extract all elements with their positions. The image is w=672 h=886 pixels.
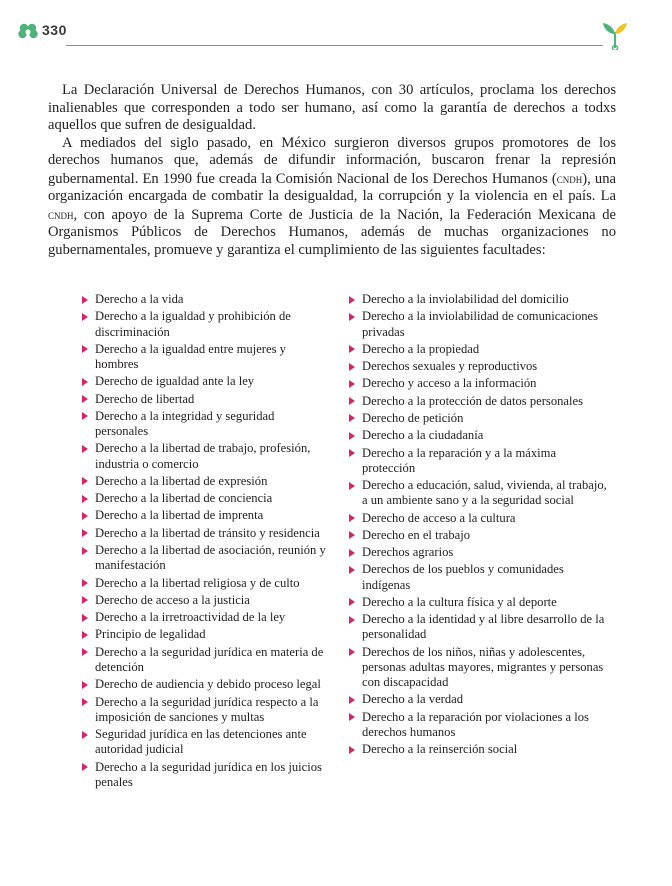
bullet-icon — [349, 363, 355, 371]
rights-list-item-label: Derecho a la libertad de conciencia — [95, 491, 273, 506]
rights-list-item — [349, 562, 607, 592]
rights-list-item — [82, 593, 330, 608]
rights-list-item-label: Seguridad jurídica en las detenciones ante autoridad judicial — [95, 727, 307, 757]
rights-list-item — [349, 428, 607, 443]
intro-paragraph: La Declaración Universal de Derechos Humanos, con 30 artículos, proclama los derechos inalienables que corresponden a todo ser humano, así como la garantía de derechos a todxs aquellos que sufren de desigualdad. — [48, 82, 616, 133]
rights-list-item-label: Derecho de audiencia y debido proceso legal — [95, 677, 321, 692]
rights-list-item-label: Principio de legalidad — [95, 627, 206, 642]
rights-list-item — [82, 727, 330, 757]
bullet-icon — [82, 731, 88, 739]
rights-list-item-label: Derecho a la libertad de trabajo, profesión, industria o comercio — [95, 441, 311, 471]
rights-list-item-label: Derecho a educación, salud, vivienda, al trabajo, a un ambiente sano y a la seguridad social — [362, 478, 607, 508]
bullet-icon — [349, 713, 355, 721]
rights-list-item — [82, 543, 330, 573]
rights-list-item — [82, 526, 330, 541]
rights-list-item-label: Derecho a la integridad y seguridad personales — [95, 408, 275, 439]
intro-paragraph: A mediados del siglo pasado, en México surgieron diversos grupos promotores de los derechos humanos que, además de difundir información, buscaron frenar la represión gubernamental. En 1990 fue creada la Comisión Nacional de los Derechos Humanos (cndh), una organización encargada de combatir la desigualdad, la corrupción y la violencia en el país. La cndh, con apoyo de la Suprema Corte de Justicia de la Nación, la Federación Mexicana de Organismos Públicos de Derechos Humanos, además de muchas organizaciones no gubernamentales, promueve y garantiza el cumplimiento de las siguientes facultades: — [48, 134, 616, 258]
bullet-icon — [349, 514, 355, 522]
rights-list-left — [82, 292, 330, 792]
rights-list-item-label: Derechos agrarios — [362, 545, 454, 560]
rights-list-item-label: Derecho a la libertad de asociación, reunión y manifestación — [95, 543, 326, 573]
rights-list-item-label: Derecho a la cultura física y al deporte — [362, 594, 557, 609]
rights-list-item — [349, 595, 607, 610]
rights-list-item — [82, 392, 330, 407]
rights-list-item — [349, 376, 607, 391]
bullet-icon — [82, 477, 88, 485]
bullet-icon — [349, 296, 355, 304]
bullet-icon — [82, 763, 88, 771]
rights-list-item — [349, 612, 607, 642]
bullet-icon — [82, 378, 88, 386]
rights-list-item — [82, 342, 330, 372]
rights-list-item-label: Derecho a la vida — [95, 292, 184, 306]
rights-list-item — [82, 374, 330, 389]
clover-logo-icon — [18, 22, 38, 40]
header-rule — [66, 45, 603, 46]
rights-list-item — [349, 710, 607, 740]
rights-list-item-label: Derecho de petición — [362, 410, 464, 425]
bullet-icon — [82, 648, 88, 656]
rights-list-item-label: Derechos de los pueblos y comunidades indígenas — [362, 562, 564, 592]
sprout-icon — [598, 20, 632, 50]
rights-list-item-label: Derecho de acceso a la justicia — [95, 592, 250, 607]
bullet-icon — [349, 531, 355, 539]
bullet-icon — [349, 566, 355, 574]
rights-list-item — [82, 677, 330, 692]
rights-list-item — [82, 645, 330, 675]
bullet-icon — [82, 395, 88, 403]
bullet-icon — [82, 681, 88, 689]
rights-list-item-label: Derecho a la igualdad entre mujeres y hombres — [95, 341, 286, 371]
rights-list-item — [82, 610, 330, 625]
rights-list-item — [349, 511, 607, 526]
rights-list-item-label: Derecho a la igualdad y prohibición de discriminación — [95, 309, 291, 339]
rights-list-item — [82, 441, 330, 471]
bullet-icon — [349, 696, 355, 704]
bullet-icon — [82, 512, 88, 520]
bullet-icon — [82, 445, 88, 453]
bullet-icon — [82, 296, 88, 304]
rights-list-item — [82, 760, 330, 790]
rights-list-item-label: Derecho a la libertad religiosa y de culto — [95, 575, 300, 590]
rights-list-item-label: Derecho a la seguridad jurídica en materia de detención — [95, 644, 324, 674]
rights-list-item — [82, 409, 330, 439]
rights-list-item — [82, 576, 330, 591]
rights-list-item-label: Derecho a la reparación y a la máxima protección — [362, 445, 557, 475]
bullet-icon — [349, 432, 355, 440]
bullet-icon — [349, 648, 355, 656]
bullet-icon — [82, 495, 88, 503]
bullet-icon — [82, 345, 88, 353]
rights-list-item-label: Derecho a la reparación por violaciones a los derechos humanos — [362, 709, 589, 739]
rights-list-item — [349, 692, 607, 707]
bullet-icon — [349, 746, 355, 754]
rights-list-item — [82, 309, 330, 339]
rights-list-item-label: Derecho de acceso a la cultura — [362, 510, 516, 525]
bullet-icon — [349, 313, 355, 321]
rights-list-item — [349, 394, 607, 409]
rights-list-item — [349, 742, 607, 757]
rights-list-item-label: Derecho a la libertad de expresión — [95, 473, 268, 488]
rights-list-item — [349, 545, 607, 560]
intro-text — [48, 82, 616, 259]
bullet-icon — [349, 345, 355, 353]
rights-list-item — [349, 645, 607, 691]
bullet-icon — [82, 631, 88, 639]
bullet-icon — [82, 698, 88, 706]
rights-list-right — [349, 292, 607, 760]
bullet-icon — [82, 547, 88, 555]
bullet-icon — [82, 596, 88, 604]
rights-list-item-label: Derecho a la seguridad jurídica en los juicios penales — [95, 759, 322, 789]
rights-list-item — [349, 359, 607, 374]
rights-list-item-label: Derecho a la identidad y al libre desarrollo de la personalidad — [362, 612, 605, 642]
acronym-cndh: cndh — [556, 170, 583, 186]
bullet-icon — [349, 414, 355, 422]
rights-list-item-label: Derecho a la ciudadanía — [362, 428, 484, 443]
rights-list-item — [82, 508, 330, 523]
rights-list-item-label: Derecho a la seguridad jurídica respecto a la imposición de sanciones y multas — [95, 694, 319, 724]
rights-list-item-label: Derecho y acceso a la información — [362, 376, 537, 391]
rights-list-item — [349, 342, 607, 357]
bullet-icon — [349, 449, 355, 457]
rights-list-item — [349, 411, 607, 426]
rights-list-item-label: Derecho a la irretroactividad de la ley — [95, 610, 286, 625]
acronym-cndh: cndh — [48, 206, 74, 222]
rights-list-item-label: Derecho a la reinserción social — [362, 742, 518, 757]
rights-list-item — [349, 478, 607, 508]
rights-list-item — [349, 446, 607, 476]
rights-list-item-label: Derecho a la inviolabilidad del domicilio — [362, 292, 569, 306]
rights-list-item — [82, 292, 330, 307]
bullet-icon — [349, 482, 355, 490]
rights-list-item-label: Derecho a la protección de datos personales — [362, 393, 583, 408]
bullet-icon — [349, 549, 355, 557]
rights-list-item-label: Derecho de libertad — [95, 391, 195, 406]
rights-list-item — [349, 292, 607, 307]
rights-list-item-label: Derechos sexuales y reproductivos — [362, 359, 538, 374]
rights-list-item-label: Derecho a la libertad de imprenta — [95, 508, 264, 523]
bullet-icon — [82, 579, 88, 587]
rights-list-item-label: Derecho a la verdad — [362, 692, 464, 707]
rights-list-item — [82, 627, 330, 642]
rights-list-item-label: Derecho a la propiedad — [362, 341, 480, 356]
rights-list-item — [82, 474, 330, 489]
page-number: 330 — [42, 22, 67, 38]
bullet-icon — [82, 313, 88, 321]
bullet-icon — [349, 380, 355, 388]
bullet-icon — [82, 529, 88, 537]
page-header — [0, 0, 672, 60]
bullet-icon — [349, 598, 355, 606]
bullet-icon — [82, 412, 88, 420]
rights-list-item — [349, 309, 607, 339]
rights-list-item — [82, 695, 330, 725]
rights-list-item-label: Derecho en el trabajo — [362, 527, 471, 542]
bullet-icon — [82, 614, 88, 622]
rights-list-item-label: Derecho a la libertad de tránsito y residencia — [95, 525, 320, 540]
rights-list-item-label: Derecho a la inviolabilidad de comunicaciones privadas — [362, 309, 599, 339]
rights-list-item-label: Derecho de igualdad ante la ley — [95, 374, 255, 389]
rights-list-item-label: Derechos de los niños, niñas y adolescentes, personas adultas mayores, migrantes y personas con discapacidad — [362, 644, 604, 690]
bullet-icon — [349, 616, 355, 624]
bullet-icon — [349, 397, 355, 405]
rights-list-item — [349, 528, 607, 543]
rights-list-item — [82, 491, 330, 506]
